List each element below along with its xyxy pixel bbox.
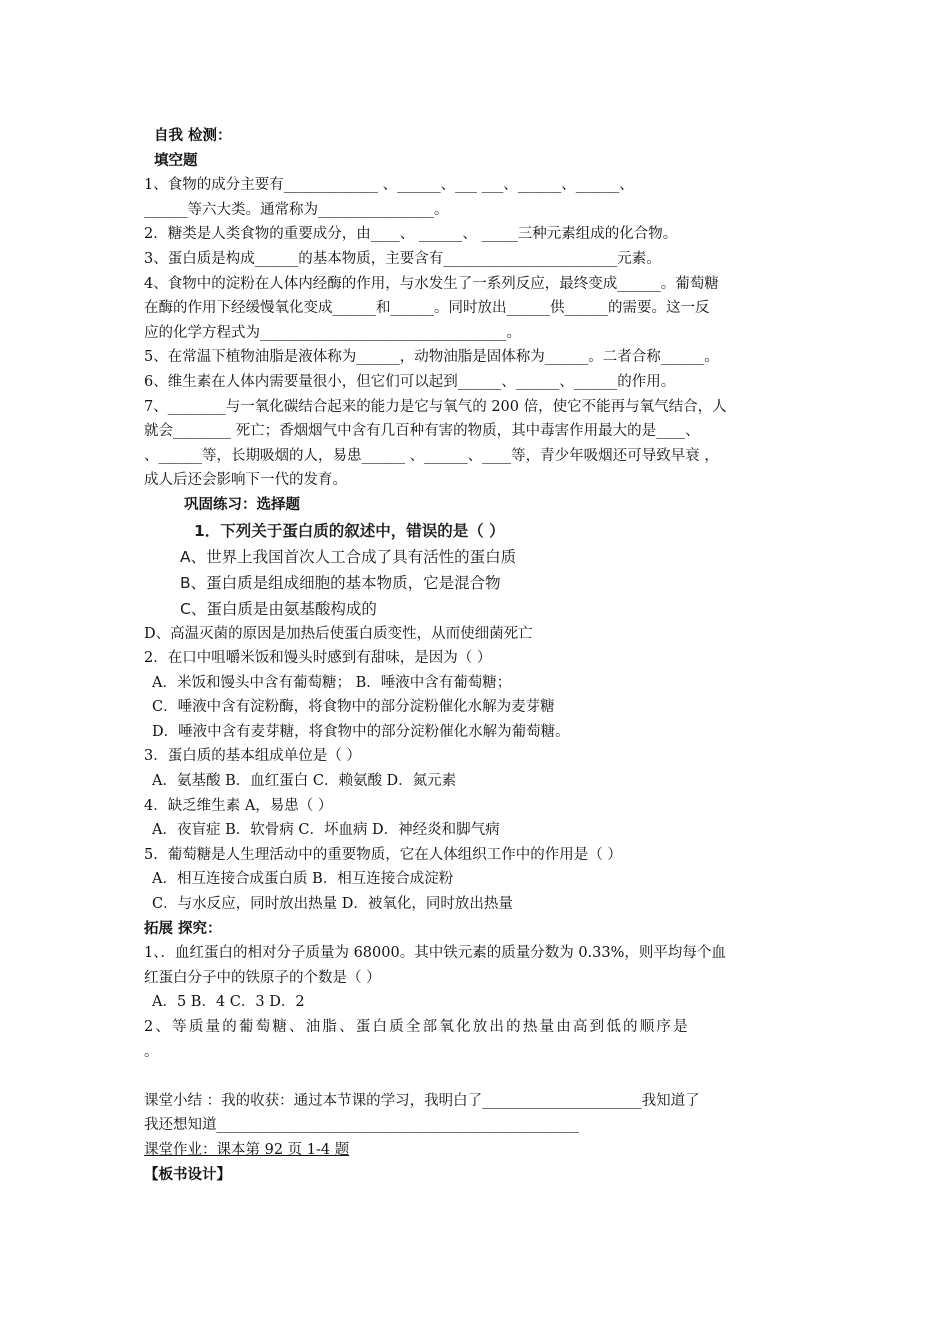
question-1-option-a: A、世界上我国首次人工合成了具有活性的蛋白质 bbox=[180, 547, 517, 566]
choice-line: 2．在口中咀嚼米饭和馒头时感到有甜味，是因为（ ） bbox=[144, 650, 492, 667]
choice-line: 3．蛋白质的基本组成单位是（ ） bbox=[144, 748, 361, 765]
fill-line: 成人后还会影响下一代的发育。 bbox=[144, 472, 347, 489]
fill-blank-section bbox=[144, 173, 814, 493]
choice-line: C．唾液中含有淀粉酶，将食物中的部分淀粉催化水解为麦芽糖 bbox=[152, 699, 555, 716]
extend-line: 。 bbox=[144, 1043, 159, 1060]
fill-line: 5、在常温下植物油脂是液体称为______，动物油脂是固体称为______。二者合称______。 bbox=[144, 349, 719, 366]
question-1-option-d: D、高温灭菌的原因是加热后使蛋白质变性，从而使细菌死亡 bbox=[144, 625, 533, 642]
fill-blank-heading: 填空题 bbox=[154, 152, 198, 169]
blank-gap bbox=[144, 1064, 814, 1089]
fill-line: 4、食物中的淀粉在人体内经酶的作用，与水发生了一系列反应，最终变成______。葡萄糖 bbox=[144, 275, 719, 292]
extend-heading: 拓展 探究： bbox=[144, 920, 222, 937]
homework-line: 课堂作业：课本第 92 页 1-4 题 bbox=[144, 1141, 350, 1158]
extend-line: 红蛋白分子中的铁原子的个数是（ ） bbox=[144, 969, 381, 986]
question-1-stem: 1．下列关于蛋白质的叙述中，错误的是（ ） bbox=[194, 521, 505, 540]
choice-line: D．唾液中含有麦芽糖，将食物中的部分淀粉催化水解为葡萄糖。 bbox=[152, 723, 570, 740]
question-1-option-c: C、蛋白质是由氨基酸构成的 bbox=[180, 599, 377, 618]
fill-line: 、______等，长期吸烟的人，易患______ 、______、____等，青少年吸烟还可导致早衰 ， bbox=[144, 447, 719, 464]
choice-line: A．米饭和馒头中含有葡萄糖； B．唾液中含有葡萄糖； bbox=[152, 674, 512, 691]
choice-line: 4．缺乏维生素 A，易患（ ） bbox=[144, 797, 333, 814]
extend-section bbox=[144, 941, 814, 1064]
summary-section bbox=[144, 1089, 814, 1187]
fill-line: 在酶的作用下经缓慢氧化变成______和______。同时放出______供______的需要。这一反 bbox=[144, 300, 710, 317]
choice-line: A．相互连接合成蛋白质 B．相互连接合成淀粉 bbox=[152, 871, 454, 888]
self-check-heading: 自我 检测： bbox=[154, 128, 232, 144]
fill-line: 2．糖类是人类食物的重要成分，由____、 ______、 _____三种元素组成的化合物。 bbox=[144, 226, 678, 243]
fill-line: ______等六大类。通常称为________________。 bbox=[144, 201, 449, 218]
fill-line: 6、维生素在人体内需要量很小，但它们可以起到______、______、______的作用。 bbox=[144, 373, 676, 390]
summary-line: 课堂小结 ：我的收获：通过本节课的学习，我明白了______________________我知道了 bbox=[144, 1092, 700, 1109]
fill-line: 7、________与一氧化碳结合起来的能力是它与氧气的 200 倍，使它不能再与氧气结合，人 bbox=[144, 398, 727, 415]
extend-line: 2、等质量的葡萄糖、油脂、蛋白质全部氧化放出的热量由高到低的顺序是 bbox=[144, 1019, 690, 1035]
choice-line: C．与水反应，同时放出热量 D．被氧化，同时放出热量 bbox=[152, 896, 513, 913]
choice-line: A．氨基酸 B．血红蛋白 C．赖氨酸 D．氮元素 bbox=[152, 773, 457, 790]
extend-line: 1、．血红蛋白的相对分子质量为 68000。其中铁元素的质量分数为 0.33%，则平均每个血 bbox=[144, 945, 726, 962]
fill-line: 应的化学方程式为__________________________________。 bbox=[144, 324, 521, 341]
choice-heading: 巩固练习：选择题 bbox=[184, 496, 300, 513]
choice-line: A．夜盲症 B．软骨病 C．坏血病 D．神经炎和脚气病 bbox=[152, 822, 500, 839]
summary-line: 我还想知道__________________________________________________ bbox=[144, 1117, 579, 1134]
extend-line: A．5 B．4 C．3 D．2 bbox=[152, 994, 305, 1011]
question-1-option-b: B、蛋白质是组成细胞的基本物质，它是混合物 bbox=[180, 573, 501, 592]
board-design-heading: 【板书设计】 bbox=[144, 1166, 231, 1183]
fill-line: 就会________ 死亡；香烟烟气中含有几百种有害的物质，其中毒害作用最大的是____、 bbox=[144, 423, 700, 440]
choice-line: 5．葡萄糖是人生理活动中的重要物质，它在人体组织工作中的作用是（ ） bbox=[144, 846, 622, 863]
fill-line: 1、食物的成分主要有_____________ 、______、___ ___、______、______、 bbox=[144, 177, 634, 194]
worksheet-page bbox=[144, 124, 814, 1187]
choice-section bbox=[144, 646, 814, 917]
fill-line: 3、蛋白质是构成______的基本物质，主要含有________________________元素。 bbox=[144, 250, 661, 267]
choice-question-1 bbox=[144, 518, 814, 647]
